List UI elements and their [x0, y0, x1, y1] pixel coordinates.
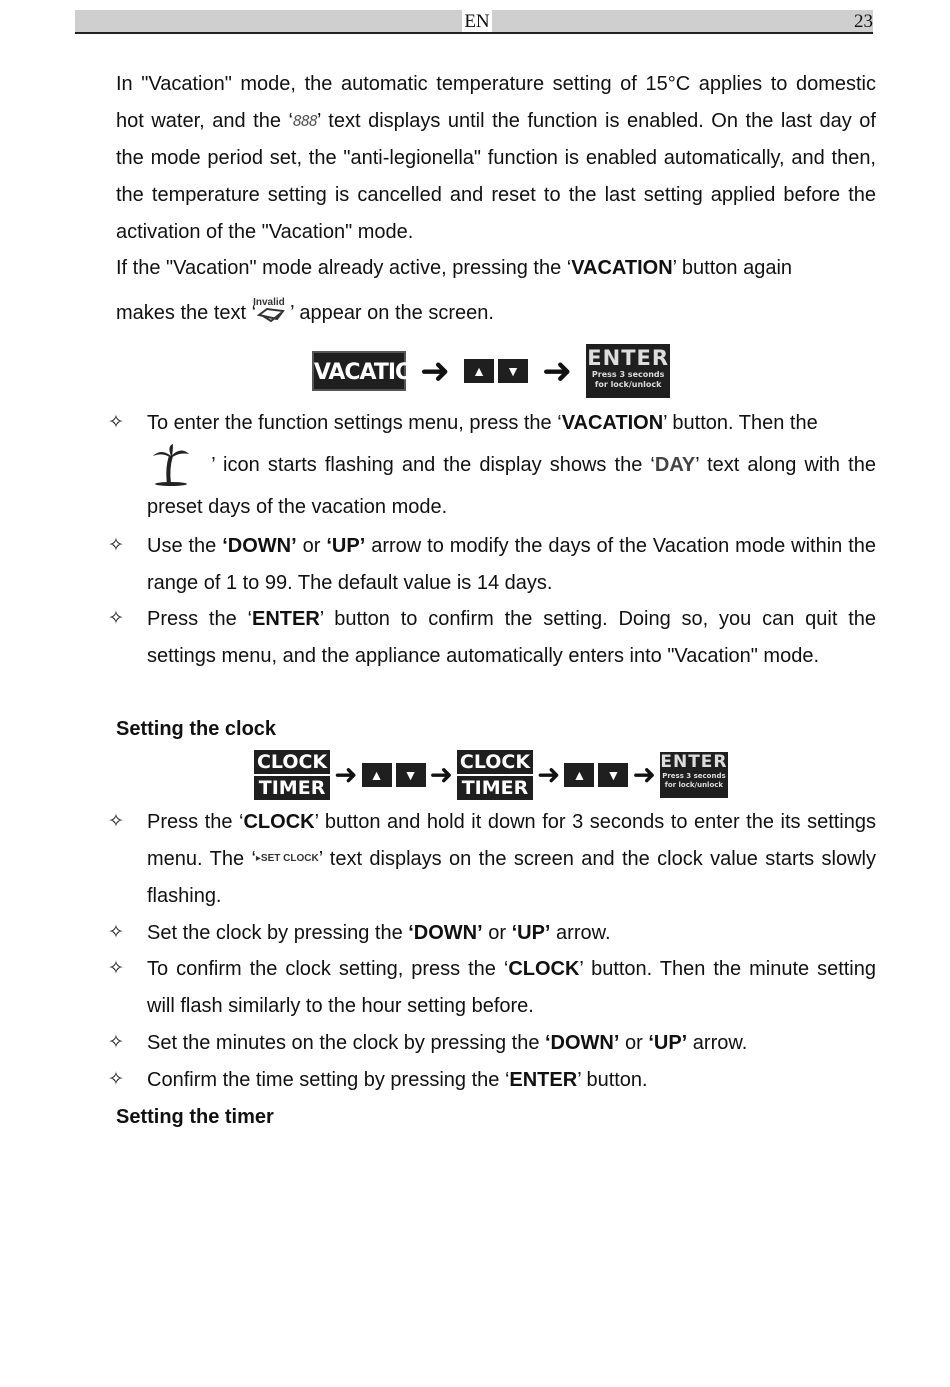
- bullet-star-icon: ✧: [108, 608, 124, 630]
- up-down-buttons: [362, 763, 426, 787]
- clock-timer-button[interactable]: [254, 750, 330, 800]
- timer-heading: Setting the timer: [116, 1105, 274, 1128]
- arrow-right-icon: ➜: [537, 758, 561, 790]
- page-number: 23: [854, 11, 873, 32]
- clock-bullet-set-hour: ✧ Set the clock by pressing the ‘DOWN’ or ‘UP’ arrow.: [116, 915, 876, 952]
- up-arrow-button[interactable]: ▲: [564, 763, 594, 787]
- timer-label: TIMER: [461, 776, 529, 799]
- down-arrow-button[interactable]: ▼: [598, 763, 628, 787]
- arrow-right-icon: ➜: [419, 350, 450, 392]
- enter-button[interactable]: [660, 752, 728, 798]
- clock-bullet-confirm-time: ✧ Confirm the time setting by pressing the ‘ENTER’ button.: [116, 1062, 876, 1099]
- vacation-intro-paragraph: In "Vacation" mode, the automatic temperature setting of 15°C applies to domestic hot water, and the ‘888’ text displays until the function is enabled. On the last day of the mode period set, the "anti-legionella" function is enabled automatically, and then, the temperature setting is cancelled and reset to the last setting applied before the activation of the "Vacation" mode.: [116, 73, 876, 243]
- day-lcd-text: DAY: [654, 453, 696, 476]
- bullet-star-icon: ✧: [108, 810, 124, 832]
- bullet-star-icon: ✧: [108, 1031, 124, 1053]
- clock-label: CLOCK: [254, 750, 330, 776]
- vacation-bullet-enter-menu: ✧ To enter the function settings menu, press the ‘VACATION’ button. Then the: [116, 405, 876, 442]
- page-content: [108, 66, 877, 1135]
- bullet-star-icon: ✧: [108, 1068, 124, 1090]
- vacation-sequence: [106, 341, 876, 401]
- arrow-right-icon: ➜: [542, 350, 573, 392]
- invalid-text-paragraph: makes the text ‘ Invalid ’ appear on the screen.: [116, 287, 876, 339]
- language-label: EN: [462, 10, 492, 32]
- clock-label: CLOCK: [457, 750, 533, 776]
- bullet-star-icon: ✧: [108, 921, 124, 943]
- vacation-bullet-confirm: ✧ Press the ‘ENTER’ button to confirm the setting. Doing so, you can quit the settings menu, and the appliance automatically enters into "Vacation" mode.: [116, 601, 876, 675]
- timer-label: TIMER: [258, 776, 326, 799]
- set-clock-lcd-icon: ▸SET CLOCK: [255, 852, 319, 864]
- arrow-right-icon: ➜: [334, 758, 358, 790]
- clock-bullet-confirm-hour: ✧ To confirm the clock setting, press the ‘CLOCK’ button. Then the minute setting will flash similarly to the hour setting before.: [116, 951, 876, 1025]
- enter-sublabel: Press 3 seconds for lock/unlock: [662, 771, 726, 789]
- enter-label: ENTER: [660, 751, 728, 772]
- vacation-active-paragraph: If the "Vacation" mode already active, pressing the ‘VACATION’ button again: [116, 257, 793, 280]
- arrow-right-icon: ➜: [632, 758, 656, 790]
- clock-timer-button[interactable]: [457, 750, 533, 800]
- vacation-bullet-enter-menu-cont: ’ icon starts flashing and the display shows the ‘DAY’ text along with the preset days of the vacation mode.: [116, 444, 876, 528]
- up-arrow-button[interactable]: ▲: [362, 763, 392, 787]
- enter-label: ENTER: [587, 346, 670, 371]
- invalid-icon: Invalid: [253, 301, 293, 327]
- clock-bullet-enter-menu: ✧ Press the ‘CLOCK’ button and hold it down for 3 seconds to enter the its settings menu. The ‘▸SET CLOCK’ text displays on the screen and the clock value starts slowly flashing.: [116, 804, 876, 915]
- bullet-star-icon: ✧: [108, 958, 124, 980]
- down-arrow-button[interactable]: ▼: [498, 359, 528, 383]
- up-down-buttons: [464, 359, 528, 383]
- vacation-bullet-days: ✧ Use the ‘DOWN’ or ‘UP’ arrow to modify the days of the Vacation mode within the range of 1 to 99. The default value is 14 days.: [116, 528, 876, 602]
- palm-tree-icon: [147, 444, 195, 486]
- enter-sublabel: Press 3 seconds for lock/unlock: [591, 370, 665, 390]
- bullet-star-icon: ✧: [108, 412, 124, 434]
- up-arrow-button[interactable]: ▲: [464, 359, 494, 383]
- vacation-button[interactable]: VACATION: [312, 351, 406, 391]
- clock-bullet-set-minutes: ✧ Set the minutes on the clock by pressing the ‘DOWN’ or ‘UP’ arrow.: [116, 1025, 876, 1062]
- up-down-buttons: [564, 763, 628, 787]
- arrow-right-icon: ➜: [429, 758, 453, 790]
- clock-sequence: [106, 748, 876, 802]
- enter-button[interactable]: [586, 344, 670, 398]
- page-header: [75, 10, 873, 34]
- bullet-star-icon: ✧: [108, 534, 124, 556]
- clock-heading: Setting the clock: [116, 718, 277, 741]
- down-arrow-button[interactable]: ▼: [396, 763, 426, 787]
- lcd-888-icon: 888: [292, 112, 318, 131]
